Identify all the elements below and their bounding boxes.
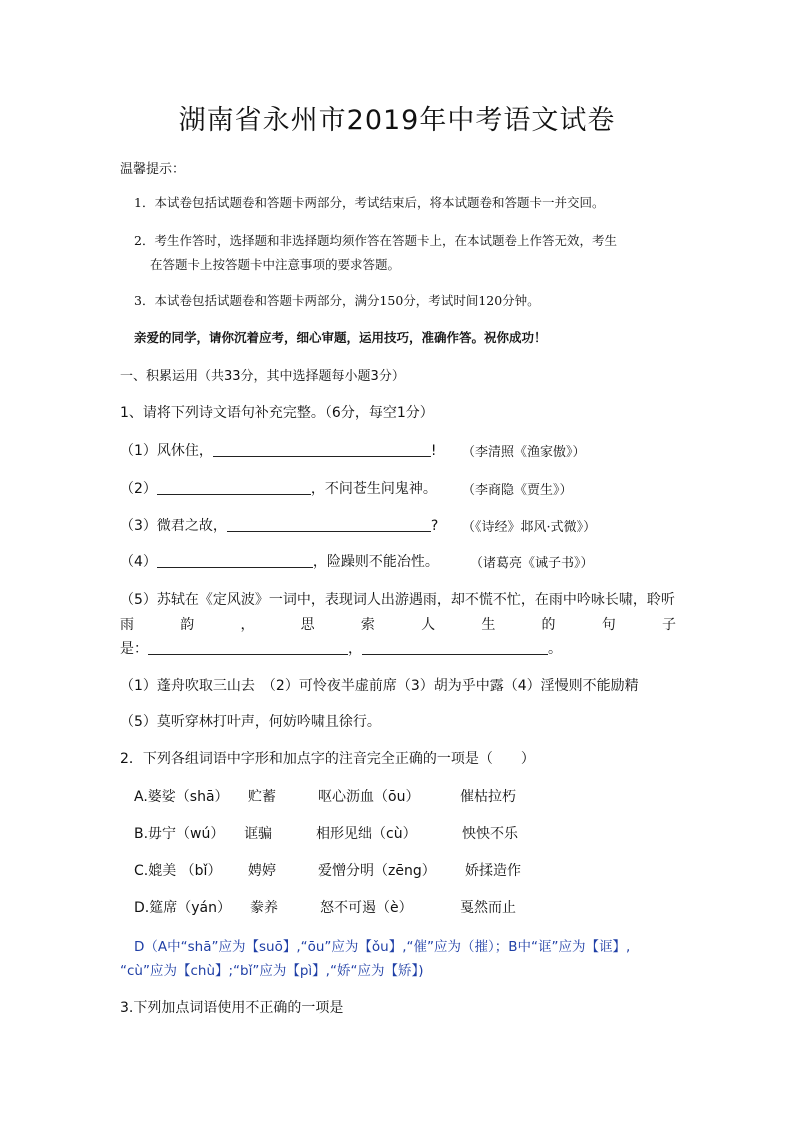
char: 子 [661, 617, 676, 633]
q2-option-b-2: 诓骗 [244, 826, 272, 842]
q2-answer-line-2: “cù”应为【chù】;“bǐ”应为【pì】,“娇“应为【矫】) [120, 963, 424, 979]
q1-line-3-post: ? [430, 518, 439, 534]
answer-blank[interactable] [157, 480, 311, 495]
tip-item-1: 1．本试卷包括试题卷和答题卡两部分，考试结束后，将本试题卷和答题卡一并交回。 [134, 195, 605, 210]
answer-blank[interactable] [362, 640, 548, 655]
answer-blank[interactable] [213, 442, 431, 457]
tip-item-3: 3．本试卷包括试题卷和答题卡两部分，满分150分，考试时间120分钟。 [134, 293, 540, 308]
q1-line-5: （5）苏轼在《定风波》一词中，表现词人出游遇雨，却不慌不忙，在雨中吟咏长啸，聆听 [120, 592, 675, 608]
char: 句 [601, 617, 616, 633]
q2-option-c-3: 爱憎分明（zēng） [318, 863, 436, 879]
q2-option-d-3: 怒不可遏（è） [320, 900, 413, 916]
char: 雨 [120, 617, 134, 633]
q1-line-3 [120, 515, 438, 535]
char: 的 [541, 617, 556, 633]
q1-line-5-cont [120, 614, 676, 634]
q1-line-2 [120, 478, 437, 498]
q1-line-2-source: （李商隐《贾生》） [462, 483, 573, 498]
q1-line-3-pre: （3）微君之故， [120, 518, 227, 534]
tips-heading: 温馨提示： [120, 162, 186, 177]
q2-option-c-4: 娇揉造作 [465, 863, 521, 879]
q1-answer-1: （1）蓬舟吹取三山去 （2）可怜夜半虚前席（3）胡为乎中露（4）淫慢则不能励精 [120, 678, 639, 694]
q1-line-4 [120, 551, 439, 571]
q2-option-b-4: 怏怏不乐 [462, 826, 518, 842]
encourage-text: 亲爱的同学，请你沉着应考，细心审题，运用技巧，准确作答。祝你成功！ [134, 330, 547, 345]
q3-stem: 3.下列加点词语使用不正确的一项是 [120, 1000, 344, 1016]
char: 生 [481, 617, 496, 633]
q2-stem: 2．下列各组词语中字形和加点字的注音完全正确的一项是（ ） [120, 751, 535, 767]
page-title: 湖南省永州市2019年中考语文试卷 [178, 105, 616, 136]
q1-line-5-blanks [120, 638, 562, 658]
q2-option-a-2: 贮蓄 [248, 789, 276, 805]
char: 思 [300, 617, 315, 633]
answer-blank[interactable] [157, 553, 313, 568]
q1-line-4-pre: （4） [120, 554, 157, 570]
q1-line-2-post: ，不问苍生问鬼神。 [310, 481, 437, 497]
q2-option-c-2: 娉婷 [248, 863, 276, 879]
q2-option-c-1: C.媲美 （bǐ） [134, 863, 222, 879]
answer-blank[interactable] [148, 640, 348, 655]
q1-line-5-end: 。 [548, 641, 562, 657]
q1-line-1 [120, 440, 437, 460]
q1-line-5-label: 是： [120, 641, 148, 657]
q1-line-4-source: （诸葛亮《诫子书》） [470, 556, 594, 571]
q1-line-4-post: ，险躁则不能冶性。 [312, 554, 439, 570]
char: 索 [360, 617, 375, 633]
tip-item-2: 2．考生作答时，选择题和非选择题均须作答在答题卡上，在本试题卷上作答无效，考生 [134, 233, 617, 248]
q1-line-5-comma: ， [348, 641, 362, 657]
tip-item-2-cont: 在答题卡上按答题卡中注意事项的要求答题。 [150, 257, 401, 272]
q1-line-3-source: （《诗经》邶风·式微》） [462, 520, 597, 535]
q2-option-b-3: 相形见绌（cù） [316, 826, 417, 842]
q2-option-a-1: A.婆娑（shā） [134, 789, 229, 805]
char: ， [240, 617, 255, 633]
char: 人 [421, 617, 436, 633]
q2-option-d-2: 豢养 [250, 900, 278, 916]
q1-line-1-pre: （1）风休住， [120, 443, 213, 459]
q2-option-a-3: 呕心沥血（ōu） [318, 789, 420, 805]
q2-option-d-1: D.筵席（yán） [134, 900, 231, 916]
char: 韵 [180, 617, 195, 633]
q1-line-1-post: ! [430, 443, 437, 459]
answer-blank[interactable] [227, 517, 431, 532]
q2-option-d-4: 戛然而止 [460, 900, 516, 916]
q2-option-a-4: 催枯拉朽 [460, 789, 516, 805]
q1-stem: 1、请将下列诗文语句补充完整。（6分，每空1分） [120, 405, 434, 421]
q2-answer-line-1: D（A中“shā”应为【suō】,“ōu”应为【ǒu】,“催”应为（摧）；B中“诓”应为【诓】, [134, 939, 631, 955]
q2-option-b-1: B.毋宁（wú） [134, 826, 225, 842]
q1-line-2-pre: （2） [120, 481, 157, 497]
section-heading: 一、积累运用（共33分，其中选择题每小题3分） [120, 369, 405, 384]
q1-line-1-source: （李清照《渔家傲》） [462, 445, 586, 460]
q1-answer-2: （5）莫听穿林打叶声，何妨吟啸且徐行。 [120, 714, 381, 730]
